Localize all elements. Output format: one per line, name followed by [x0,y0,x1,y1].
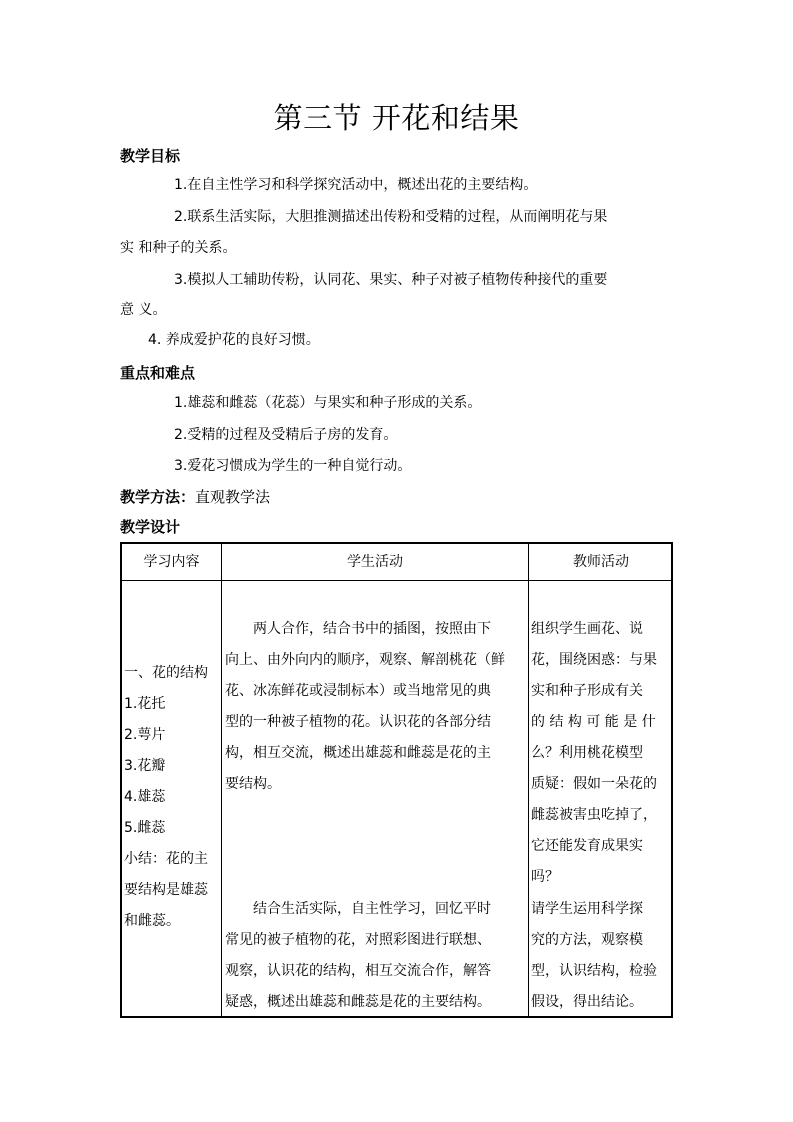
text-line: 质疑：假如一朵花的 [531,776,657,792]
header-content: 学习内容 [143,554,200,570]
content-line: 要结构是雄蕊 [124,882,208,898]
text-line: 组织学生画花、说 [531,621,643,637]
student-activity-2 [225,894,528,1018]
page-title: 第三节 开花和结果 [273,101,520,135]
text-line: 假设，得出结论。 [531,994,643,1010]
text-line: 吗？ [531,869,559,885]
key-point-item: 3.爱花习惯成为学生的一种自觉行动。 [174,458,412,474]
key-points-heading: 重点和难点 [120,364,196,382]
content-line: 1.花托 [124,696,166,712]
text-line: 要结构。 [225,776,281,792]
text-line: 它还能发育成果实 [531,838,643,854]
teacher-activity-2 [531,894,673,1018]
header-student: 学生活动 [347,554,403,570]
teaching-method-value: 直观教学法 [195,488,271,506]
text-line: 么？利用桃花模型 [531,745,643,761]
key-point-item: 1.雄蕊和雌蕊（花蕊）与果实和种子形成的关系。 [174,395,482,411]
content-line: 5.雌蕊 [124,820,166,836]
text-line: 疑惑，概述出雄蕊和雌蕊是花的主要结构。 [225,994,491,1010]
objectives-heading: 教学目标 [120,147,181,165]
content-line: 4.雄蕊 [124,789,166,805]
objective-item: 1.在自主性学习和科学探究活动中，概述出花的主要结构。 [174,177,538,193]
teaching-method-label: 教学方法： [120,488,196,506]
content-line: 2.萼片 [124,727,166,743]
text-line: 的 结 构 可 能 是 什 [531,714,656,730]
text-line: 向上、由外向内的顺序，观察、解剖桃花（鲜 [225,652,505,668]
teacher-activity-1 [531,614,673,893]
content-line: 一、花的结构 [124,665,208,681]
text-line: 型，认识结构，检验 [531,963,657,979]
key-point-item: 2.受精的过程及受精后子房的发育。 [174,427,398,443]
content-line: 小结：花的主 [124,851,208,867]
objective-item: 3.模拟人工辅助传粉，认同花、果实、种子对被子植物传种接代的重要 [174,272,608,288]
text-line: 结合生活实际，自主性学习，回忆平时 [253,901,491,917]
text-line: 实和种子形成有关 [531,683,643,699]
content-line: 和雌蕊。 [124,913,180,929]
header-divider [122,580,671,581]
text-line: 型的一种被子植物的花。认识花的各部分结 [225,714,491,730]
header-teacher: 教师活动 [573,554,629,570]
student-activity-1 [225,614,528,800]
text-line: 构，相互交流，概述出雄蕊和雌蕊是花的主 [225,745,491,761]
text-line: 常见的被子植物的花，对照彩图进行联想、 [225,932,491,948]
text-line: 两人合作，结合书中的插图，按照由下 [253,621,491,637]
text-line: 观察，认识花的结构，相互交流合作，解答 [225,963,491,979]
objective-item: 4. 养成爱护花的良好习惯。 [148,332,320,348]
objective-item: 意 义。 [120,302,167,318]
objective-item: 实 和种子的关系。 [120,240,237,256]
objective-item: 2.联系生活实际，大胆推测描述出传粉和受精的过程，从而阐明花与果 [174,209,608,225]
column-divider [221,544,222,1016]
text-line: 花、冰冻鲜花或浸制标本）或当地常见的典 [225,683,491,699]
design-table [120,542,673,1018]
text-line: 请学生运用科学探 [531,901,643,917]
text-line: 究的方法，观察模 [531,932,643,948]
content-cell [124,658,208,937]
design-heading: 教学设计 [120,518,181,536]
teaching-method [120,486,270,507]
text-line: 花，围绕困惑：与果 [531,652,657,668]
content-line: 3.花瓣 [124,758,166,774]
column-divider [528,544,529,1016]
text-line: 雌蕊被害虫吃掉了， [531,807,657,823]
